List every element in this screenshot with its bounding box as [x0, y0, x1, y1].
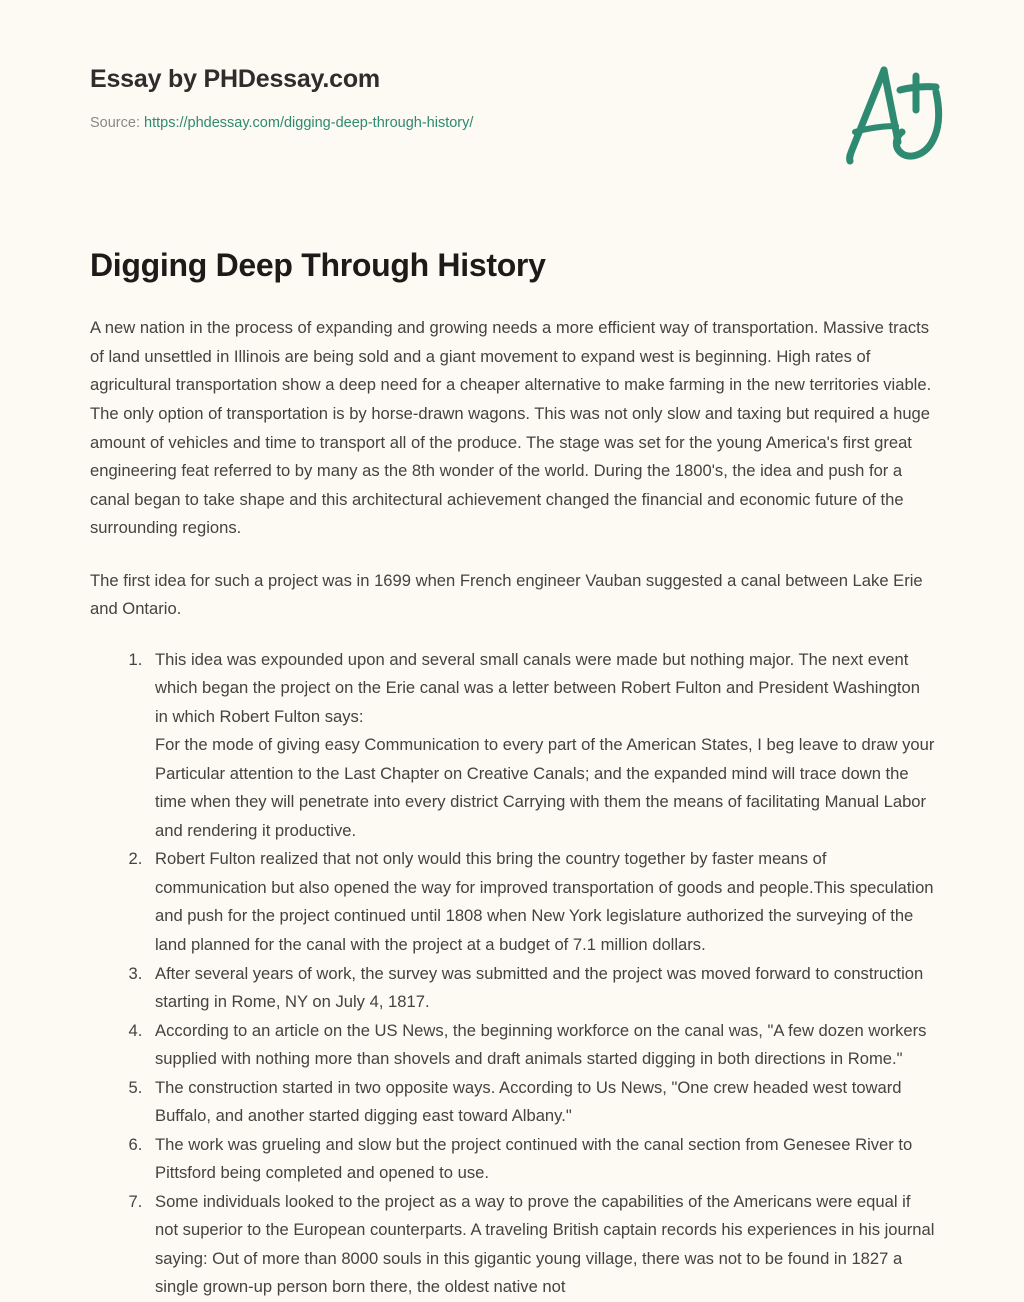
list-item-text: According to an article on the US News, the beginning workforce on the canal was, "A few dozen workers supplied with nothing more than shovels and draft animals started digging in both directions in Rome.": [155, 1020, 927, 1069]
list-item: [147, 960, 935, 1017]
intro-paragraph: A new nation in the process of expanding and growing needs a more efficient way of transportation. Massive tracts of land unsettled in Illinois are being sold and a giant movement to expand west is beginning. High rates of agricultural transportation show a deep need for a cheaper alternative to make farming in the new territories viable. The only option of transportation is by horse-drawn wagons. This was not only slow and taxing but required a huge amount of vehicles and time to transport all of the produce. The stage was set for the young America's first great engineering feat referred to by many as the 8th wonder of the world. During the 1800's, the idea and push for a canal began to take shape and this architectural achievement changed the financial and economic future of the surrounding regions.: [90, 318, 932, 538]
article-body: [0, 186, 1024, 1302]
source-line: [90, 115, 960, 132]
list-item-text: Some individuals looked to the project as a way to prove the capabilities of the Americans were equal if not superior to the European counterparts. A traveling British captain records his experiences in his journal saying: Out of more than 8000 souls in this gigantic young village, there was not to be found in 1827 a single grown-up person born there, the oldest native not: [155, 1191, 935, 1297]
list-item: [147, 1188, 935, 1302]
source-url-link[interactable]: https://phdessay.com/digging-deep-through-history/: [144, 114, 474, 131]
source-label: Source:: [90, 114, 140, 131]
second-paragraph: The first idea for such a project was in 1699 when French engineer Vauban suggested a canal between Lake Erie and Ontario.: [90, 570, 923, 619]
list-item-text: Robert Fulton realized that not only would this bring the country together by faster means of communication but also opened the way for improved transportation of goods and people.This speculation and push for the project continued until 1808 when New York legislature authorized the surveying of the land planned for the canal with the project at a budget of 7.1 million dollars.: [155, 849, 934, 955]
numbered-list: [90, 624, 935, 1302]
page-header: [0, 0, 1024, 186]
list-item: [147, 1131, 935, 1188]
list-item-quote: For the mode of giving easy Communication to every part of the American States, I beg leave to draw your Particular attention to the Last Chapter on Creative Canals; and the expanded mind will trace down the time when they will penetrate into every district Carrying with them the means of facilitating Manual Labor and rendering it productive.: [155, 735, 935, 840]
list-item-text: The work was grueling and slow but the project continued with the canal section from Genesee River to Pittsford being completed and opened to use.: [155, 1134, 913, 1183]
list-item-text: The construction started in two opposite ways. According to Us News, "One crew headed west toward Buffalo, and another started digging east toward Albany.": [155, 1077, 902, 1126]
brand-title: Essay by PHDessay.com: [90, 65, 380, 93]
list-item: [147, 845, 935, 959]
list-item: [147, 646, 935, 846]
page-title: Digging Deep Through History: [90, 247, 546, 283]
list-item: [147, 1017, 935, 1074]
list-item-text: After several years of work, the survey was submitted and the project was moved forward to construction starting in Rome, NY on July 4, 1817.: [155, 963, 924, 1012]
list-item-text: This idea was expounded upon and several small canals were made but nothing major. The next event which began the project on the Erie canal was a letter between Robert Fulton and President Washington in which Robert Fulton says:: [155, 649, 920, 726]
list-item: [147, 1074, 935, 1131]
phdessay-aplus-logo-icon: [836, 62, 956, 170]
